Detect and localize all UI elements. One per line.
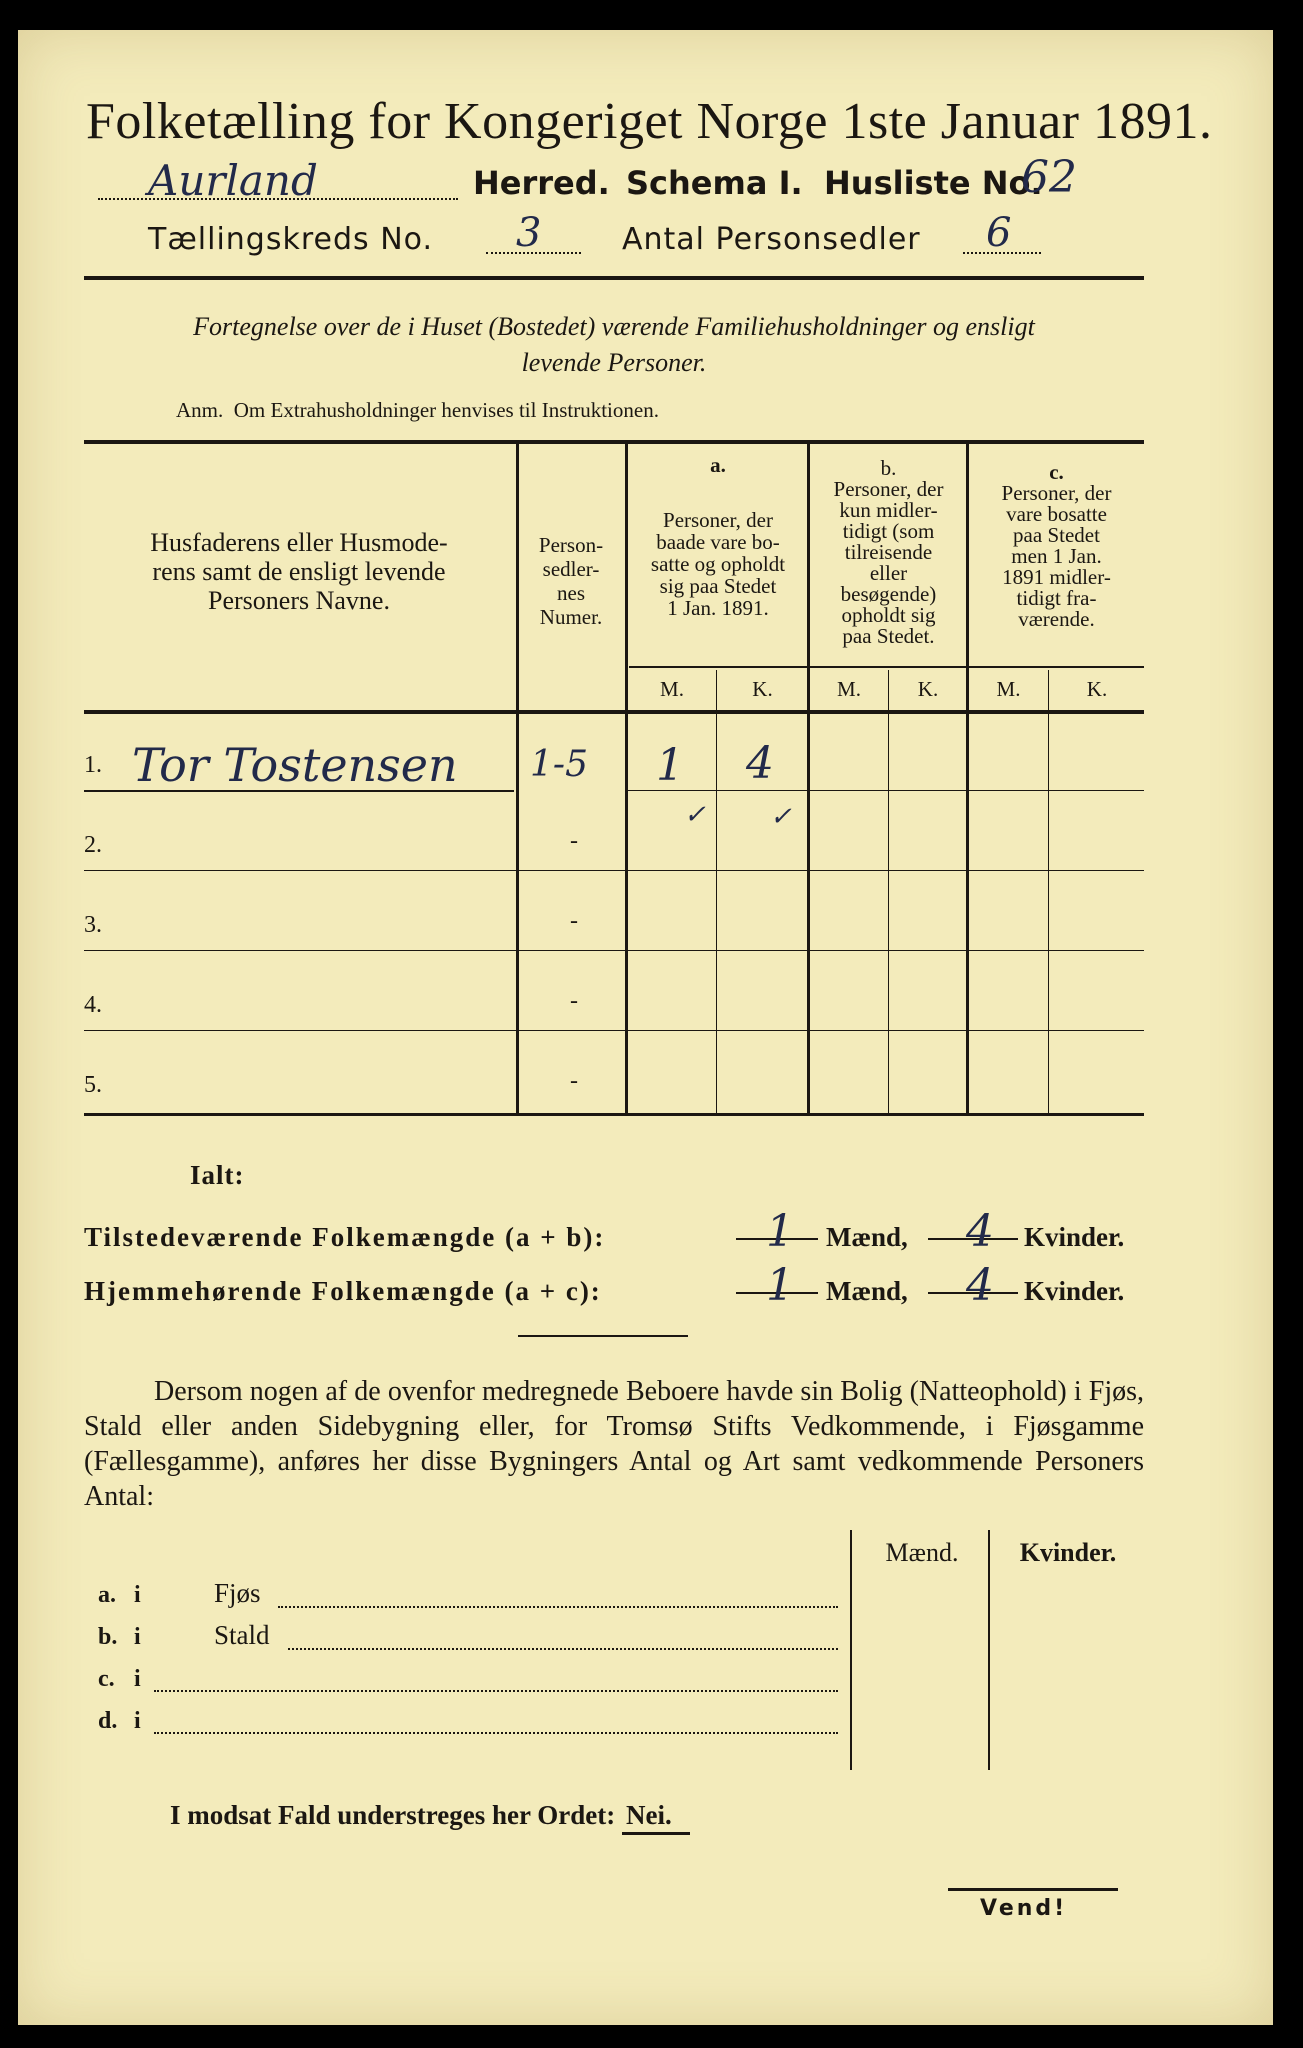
row-person-numbers: -	[570, 828, 578, 854]
row-person-numbers: -	[570, 1068, 578, 1094]
row-number: 1.	[84, 752, 102, 778]
buildings-col-women: Kvinder.	[1019, 1538, 1117, 1567]
col-a-m: M.	[660, 677, 684, 701]
kreds-value: 3	[516, 210, 542, 256]
total-resident-men: 1	[766, 1260, 794, 1311]
col-a-k: K.	[752, 677, 773, 701]
total-present-label: Tilstedeværende Folkemængde (a + b):	[84, 1222, 606, 1252]
row-person-numbers: -	[570, 988, 578, 1014]
buildings-instructions: Dersom nogen af de ovenfor medregnede Beboere havde sin Bolig (Natteophold) i Fjøs, Stald eller anden Sidebygning eller, for Tromsø Stifts Vedkommende, i Fjøsgamme (Fællesgamme), anføres her disse Bygningers Antal og Art samt vedkommende Personers Antal:	[84, 1376, 1144, 1512]
col-b-m: M.	[837, 677, 861, 701]
row-name: Tor Tostensen	[132, 738, 458, 792]
total-present-women: 4	[966, 1206, 994, 1257]
kreds-label: Tællingskreds No.	[148, 222, 433, 257]
closing-prompt: I modsat Fald understreges her Ordet: Nei.	[170, 1800, 690, 1831]
intro-note: Anm. Om Extrahusholdninger henvises til Instruktionen.	[176, 398, 659, 422]
col-c-m: M.	[996, 677, 1021, 701]
col-header-a: a.	[710, 453, 726, 477]
col-b-k: K.	[917, 677, 939, 701]
schema-label: Schema I.	[626, 164, 803, 202]
total-resident-men-label: Mænd,	[826, 1276, 908, 1306]
row-number: 3.	[84, 912, 102, 938]
row-number: 5.	[84, 1072, 102, 1098]
herred-label: Herred.	[473, 164, 610, 202]
col-header-a-text: Personer, der baade vare bo- satte og opholdt sig paa Stedet 1 Jan. 1891.	[650, 508, 786, 620]
check-mark: ✓	[770, 802, 792, 832]
col-header-number: Person- sedler- nes Numer.	[538, 533, 604, 629]
row-a-m: 1	[656, 740, 684, 791]
intro-line-1: Fortegnelse over de i Huset (Bostedet) værende Familiehusholdninger og ensligt	[193, 312, 1035, 341]
total-resident-label: Hjemmehørende Folkemængde (a + c):	[84, 1276, 602, 1306]
col-header-c: c. Personer, der vare bosatte paa Stedet men 1 Jan. 1891 midler- tidigt fra- værende.	[1001, 460, 1112, 631]
col-c-k: K.	[1086, 677, 1108, 701]
col-header-b: b. Personer, der kun midler- tidigt (som tilreisende eller besøgende) opholdt sig paa Stedet.	[833, 456, 944, 648]
antal-label: Antal Personsedler	[622, 222, 921, 257]
col-header-name: Husfaderens eller Husmode- rens samt de ensligt levende Personers Navne.	[150, 528, 448, 615]
total-resident-women-label: Kvinder.	[1024, 1276, 1125, 1306]
herred-field	[98, 156, 468, 210]
vend-label: Vend!	[980, 1896, 1068, 1921]
intro-line-2: levende Personer.	[521, 348, 707, 377]
row-number: 4.	[84, 992, 102, 1018]
nei-word: Nei.	[622, 1800, 690, 1835]
total-present-men: 1	[766, 1206, 794, 1257]
total-resident-women: 4	[966, 1260, 994, 1311]
total-present-women-label: Kvinder.	[1024, 1222, 1125, 1252]
antal-value: 6	[986, 210, 1012, 256]
header-divider	[84, 276, 1144, 280]
row-number: 2.	[84, 832, 102, 858]
row-person-numbers: 1-5	[530, 744, 588, 785]
census-form-sheet: Folketælling for Kongeriget Norge 1ste Januar 1891. Aurland Herred. Schema I. Husliste No. 62 Tællingskreds No. 3 Antal Personsedler 6 Fortegnelse over de i Huset (Bostedet) værende Familiehusholdninger og ensligt levende Personer. Anm. Om Extrahusholdninger henvises til Instruktionen. Husfaderens eller Husmode- rens samt de ensligt levende Personers Navne. Person- sedler- nes Numer. a. Personer, der baade vare bo- satte og opholdt sig paa Stedet 1 Jan. 1891. b. Personer, der kun midler- tidigt (som tilreisende eller besøgende) opholdt sig paa Stedet. c. Personer, der vare bosatte paa Stedet men 1 Jan. 1891 midler- tidigt fra- værende. M. K. M. K. M. K. 1. Tor Tostensen 1-5 1 4 ✓ ✓ 2. - 3. - 4. - 5. - Ialt: Tilstedeværende Folkemængde (a + b): 1 Mænd, 4 Kvinder. Hjemmehørende Folkemængde (a + c): 1 Mænd, 4 Kvinder. Dersom nogen af de ovenfor medregnede Beboere havde sin Bolig (Natteophold) i Fjøs, Stald eller anden Sidebygning eller, for Tromsø Stifts Vedkommende, i Fjøsgamme (Fællesgamme), anføres her disse Bygningers Antal og Art samt vedkommende Personers Antal: Mænd. Kvinder. a. i Fjøs b. i Stald c. i d. i I modsat Fald understreges her Ordet: Nei. Vend!	[18, 30, 1273, 2025]
row-a-k: 4	[746, 738, 774, 789]
total-present-men-label: Mænd,	[826, 1222, 908, 1252]
section-divider	[518, 1335, 688, 1337]
husliste-label: Husliste No.	[824, 164, 1043, 202]
check-mark: ✓	[684, 800, 706, 830]
herred-value: Aurland	[148, 156, 318, 205]
ialt-label: Ialt:	[190, 1160, 245, 1190]
husliste-value: 62	[1021, 152, 1077, 203]
buildings-col-men: Mænd.	[885, 1538, 959, 1567]
form-title: Folketælling for Kongeriget Norge 1ste Januar 1891.	[86, 93, 1213, 150]
row-person-numbers: -	[570, 908, 578, 934]
